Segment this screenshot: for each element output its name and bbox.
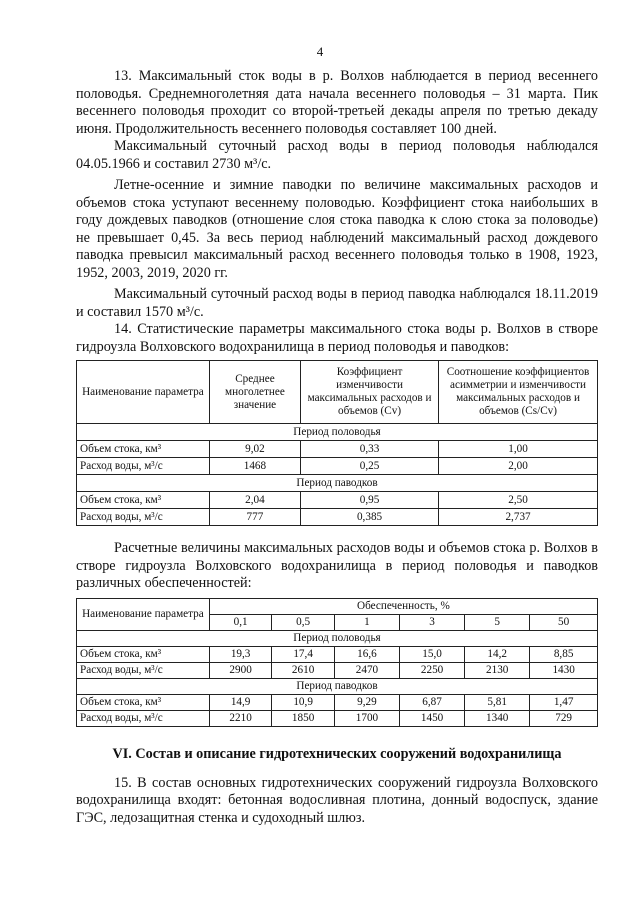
percent-cell: 1: [334, 614, 399, 630]
header-cell: Наименование параметра: [77, 598, 210, 630]
table-row: [77, 441, 598, 458]
value-cell: 2250: [400, 662, 465, 678]
value-cell: 9,29: [334, 694, 399, 710]
value-cell: 15,0: [400, 646, 465, 662]
table-row: [77, 710, 598, 726]
param-cell: Объем стока, км³: [77, 694, 210, 710]
value-cell: 0,25: [301, 458, 439, 475]
param-cell: Расход воды, м³/с: [77, 710, 210, 726]
exceedance-table: [76, 598, 598, 727]
section-label: Период половодья: [77, 630, 598, 646]
value-cell: 8,85: [530, 646, 598, 662]
value-cell: 0,33: [301, 441, 439, 458]
paragraph-15: 15. В состав основных гидротехнических сооружений гидроузла Волховского водохранилища входят: бетонная водосливная плотина, донный водоспуск, здание ГЭС, ледозащитная стенка и судоходный шлюз.: [76, 774, 598, 826]
value-cell: 729: [530, 710, 598, 726]
section-row: [77, 475, 598, 492]
percent-cell: 5: [465, 614, 530, 630]
value-cell: 0,95: [301, 492, 439, 509]
table-row: [77, 662, 598, 678]
value-cell: 5,81: [465, 694, 530, 710]
param-cell: Объем стока, км³: [77, 492, 210, 509]
value-cell: 1850: [272, 710, 335, 726]
paragraph-13-max-freshet: Максимальный суточный расход воды в период паводка наблюдался 18.11.2019 и составил 1570 м³/с.: [76, 286, 598, 320]
value-cell: 2900: [209, 662, 272, 678]
value-cell: 2130: [465, 662, 530, 678]
table-row: [77, 458, 598, 475]
section-label: Период половодья: [77, 424, 598, 441]
value-cell: 777: [209, 509, 300, 526]
document-body: [76, 68, 598, 827]
value-cell: 16,6: [334, 646, 399, 662]
value-cell: 6,87: [400, 694, 465, 710]
value-cell: 2,00: [439, 458, 598, 475]
paragraph-14-calculated: Расчетные величины максимальных расходов воды и объемов стока р. Волхов в створе гидроузла Волховского водохранилища в период половодья и паводков различных обеспеченностей:: [76, 540, 598, 591]
header-cell: Соотношение коэффициентов асимметрии и изменчивости максимальных расходов и объемов (Cs/Cv): [439, 361, 598, 424]
value-cell: 19,3: [209, 646, 272, 662]
section-heading: VI. Состав и описание гидротехнических сооружений водохранилища: [112, 745, 562, 762]
value-cell: 2470: [334, 662, 399, 678]
paragraph-13-max-flood: Максимальный суточный расход воды в период половодья наблюдался 04.05.1966 и составил 2730 м³/с.: [76, 138, 598, 172]
value-cell: 2210: [209, 710, 272, 726]
section-row: [77, 630, 598, 646]
page-number: 4: [316, 44, 324, 59]
param-cell: Объем стока, км³: [77, 646, 210, 662]
header-cell: Коэффициент изменчивости максимальных расходов и объемов (Cv): [301, 361, 439, 424]
value-cell: 1700: [334, 710, 399, 726]
section-row: [77, 424, 598, 441]
section-label: Период паводков: [77, 475, 598, 492]
statistics-table: [76, 360, 598, 526]
param-cell: Объем стока, км³: [77, 441, 210, 458]
value-cell: 2,50: [439, 492, 598, 509]
table-row: [77, 492, 598, 509]
table-row: [77, 694, 598, 710]
value-cell: 1,47: [530, 694, 598, 710]
percent-cell: 0,1: [209, 614, 272, 630]
param-cell: Расход воды, м³/с: [77, 509, 210, 526]
value-cell: 1,00: [439, 441, 598, 458]
header-cell: Среднее многолетнее значение: [209, 361, 300, 424]
percent-cell: 3: [400, 614, 465, 630]
section-label: Период паводков: [77, 678, 598, 694]
paragraph-13: 13. Максимальный сток воды в р. Волхов наблюдается в период весеннего половодья. Среднемноголетняя дата начала весеннего половодья – 31 марта. Пик весеннего половодья проходит со второй-третьей декады апреля по третью декаду июня. Продолжительность весеннего половодья составляет 100 дней.: [76, 68, 598, 137]
value-cell: 1340: [465, 710, 530, 726]
value-cell: 10,9: [272, 694, 335, 710]
table-header-row: [77, 598, 598, 614]
paragraph-13-summer: Летне-осенние и зимние паводки по величине максимальных расходов и объемов стока уступают весеннему половодью. Коэффициент стока наибольших в году дождевых паводков (отношение слоя стока паводка к слою стока за половодье) не превышает 0,45. За весь период наблюдений максимальный расход дождевого паводка превысил максимальный расход весеннего половодья только в 1908, 1923, 1952, 2003, 2019, 2020 гг.: [76, 177, 598, 281]
value-cell: 1468: [209, 458, 300, 475]
value-cell: 17,4: [272, 646, 335, 662]
paragraph-14: 14. Статистические параметры максимального стока воды р. Волхов в створе гидроузла Волховского водохранилища в период половодья и паводков:: [76, 321, 598, 355]
table-row: [77, 646, 598, 662]
value-cell: 2610: [272, 662, 335, 678]
section-row: [77, 678, 598, 694]
param-cell: Расход воды, м³/с: [77, 458, 210, 475]
table-row: [77, 509, 598, 526]
value-cell: 1430: [530, 662, 598, 678]
value-cell: 9,02: [209, 441, 300, 458]
value-cell: 14,9: [209, 694, 272, 710]
header-cell: Наименование параметра: [77, 361, 210, 424]
value-cell: 2,04: [209, 492, 300, 509]
header-cell: Обеспеченность, %: [209, 598, 597, 614]
value-cell: 1450: [400, 710, 465, 726]
percent-cell: 0,5: [272, 614, 335, 630]
param-cell: Расход воды, м³/с: [77, 662, 210, 678]
percent-cell: 50: [530, 614, 598, 630]
value-cell: 14,2: [465, 646, 530, 662]
value-cell: 0,385: [301, 509, 439, 526]
value-cell: 2,737: [439, 509, 598, 526]
table-header-row: [77, 361, 598, 424]
